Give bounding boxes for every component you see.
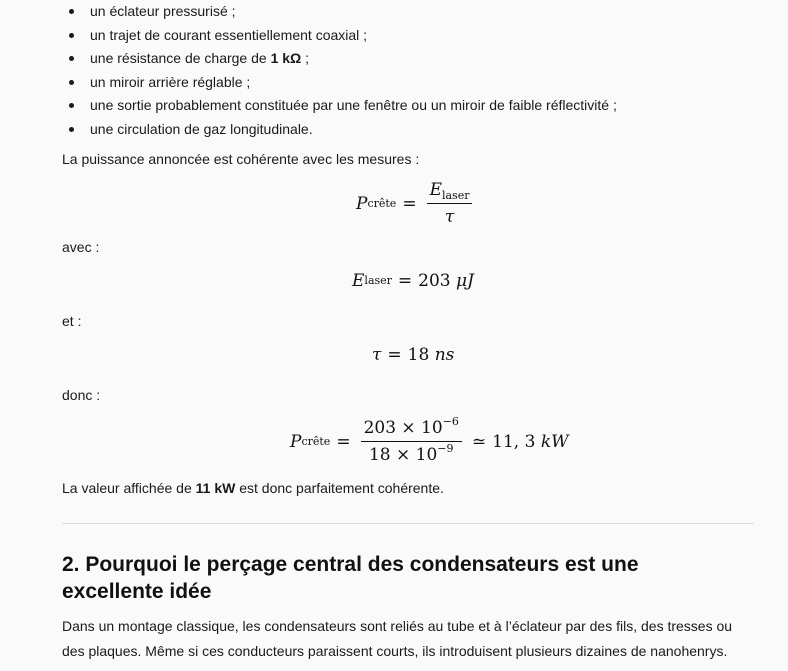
equation-laser-energy: E laser = 203 μJ xyxy=(352,271,474,291)
list-item: une circulation de gaz longitudinale. xyxy=(62,118,617,142)
avec-label: avec : xyxy=(62,239,100,255)
fraction: $\frac{203 \times 10^{-6}}{18 \times 10^{-9}}$ xyxy=(361,418,462,465)
bullet-icon xyxy=(69,80,74,85)
donc-label: donc : xyxy=(62,387,101,403)
resistance-value: 1 kΩ xyxy=(270,50,302,66)
list-item: un éclateur pressurisé ; xyxy=(62,0,617,24)
feature-list xyxy=(62,0,617,141)
equation-peak-power: P crête = $\frac{E_{laser}}{\tau}$ xyxy=(356,180,476,227)
conclusion-paragraph: La valeur affichée de 11 kW est donc parfaitement cohérente. xyxy=(62,480,444,496)
equation-pulse-duration: τ = 18 ns xyxy=(372,345,455,365)
list-item: un trajet de courant essentiellement coaxial ; xyxy=(62,24,617,48)
bullet-icon xyxy=(69,9,74,14)
bullet-icon xyxy=(69,33,74,38)
power-value: 11 kW xyxy=(195,480,236,496)
body-paragraph: Dans un montage classique, les condensateurs sont reliés au tube et à l’éclateur par des fils, des tresses ou des plaques. Même si ces conducteurs paraissent courts, ils introduisent plusieurs dizaines de nanohenrys. xyxy=(62,618,733,659)
section-divider xyxy=(62,523,754,524)
equation-computation: P crête = $\frac{203 \times 10^{-6}}{18 \times 10^{-9}}$ ≃ 11, 3 kW xyxy=(290,415,569,465)
list-item: une sortie probablement constituée par une fenêtre ou un miroir de faible réflectivité ; xyxy=(62,94,617,118)
list-item: une résistance de charge de 1 kΩ ; xyxy=(62,47,617,71)
section-heading: 2. Pourquoi le perçage central des condensateurs est une excellente idée xyxy=(62,553,639,603)
bullet-icon xyxy=(69,56,74,61)
fraction: $\frac{E_{laser}}{\tau}$ xyxy=(427,180,473,227)
list-item: un miroir arrière réglable ; xyxy=(62,71,617,95)
intro-paragraph: La puissance annoncée est cohérente avec les mesures : xyxy=(62,151,420,167)
bullet-icon xyxy=(69,103,74,108)
bullet-icon xyxy=(69,127,74,132)
et-label: et : xyxy=(62,313,82,329)
